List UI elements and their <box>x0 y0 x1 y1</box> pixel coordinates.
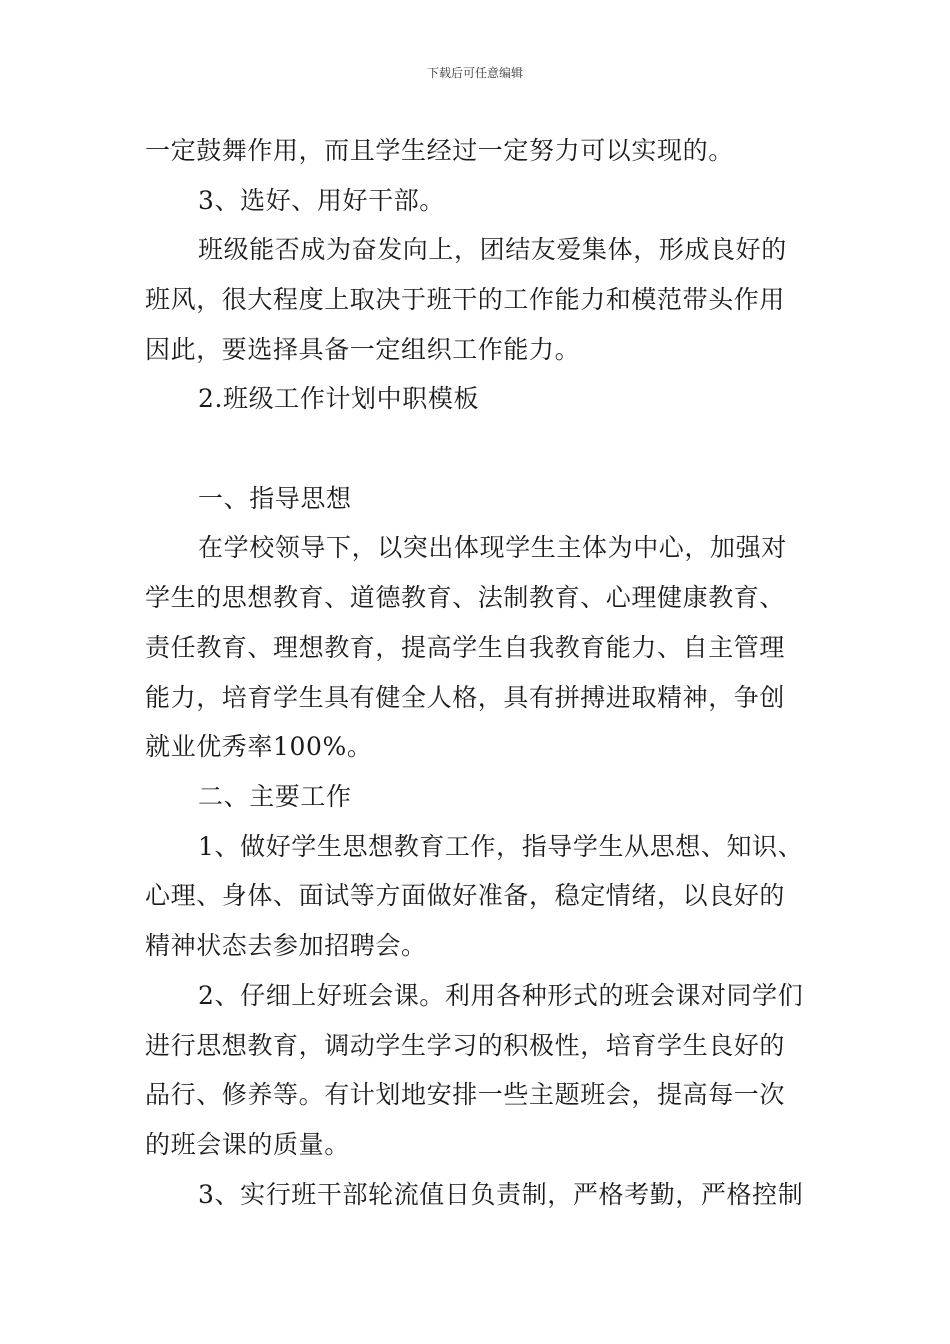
text-line: 因此，要选择具备一定组织工作能力。 <box>145 335 581 364</box>
text-line: 责任教育、理想教育，提高学生自我教育能力、自主管理 <box>145 633 786 662</box>
text-line: 就业优秀率100%。 <box>145 732 373 761</box>
text-line: 能力，培育学生具有健全人格，具有拼搏进取精神，争创 <box>145 683 786 712</box>
text-line: 的班会课的质量。 <box>145 1130 350 1159</box>
text-line: 心理、身体、面试等方面做好准备，稳定情绪，以良好的 <box>145 881 786 910</box>
page-header: 下载后可任意编辑 <box>426 66 523 80</box>
section-heading: 一、指导思想 <box>198 484 352 513</box>
text-line: 班风，很大程度上取决于班干的工作能力和模范带头作用 <box>145 285 786 314</box>
text-line: 在学校领导下，以突出体现学生主体为中心，加强对 <box>198 533 787 562</box>
text-line: 3、实行班干部轮流值日负责制，严格考勤，严格控制 <box>198 1180 804 1209</box>
text-line: 2、仔细上好班会课。利用各种形式的班会课对同学们 <box>198 981 804 1010</box>
section-heading: 二、主要工作 <box>198 782 352 811</box>
text-line: 品行、修养等。有计划地安排一些主题班会，提高每一次 <box>145 1080 786 1109</box>
section-heading: 2.班级工作计划中职模板 <box>198 384 480 413</box>
text-line: 1、做好学生思想教育工作，指导学生从思想、知识、 <box>198 832 804 861</box>
text-line: 班级能否成为奋发向上，团结友爱集体，形成良好的 <box>198 235 787 264</box>
text-line: 一定鼓舞作用，而且学生经过一定努力可以实现的。 <box>145 136 734 165</box>
text-line: 精神状态去参加招聘会。 <box>145 931 427 960</box>
text-line: 3、选好、用好干部。 <box>198 186 445 215</box>
text-line: 进行思想教育，调动学生学习的积极性，培育学生良好的 <box>145 1031 786 1060</box>
text-line: 学生的思想教育、道德教育、法制教育、心理健康教育、 <box>145 583 786 612</box>
